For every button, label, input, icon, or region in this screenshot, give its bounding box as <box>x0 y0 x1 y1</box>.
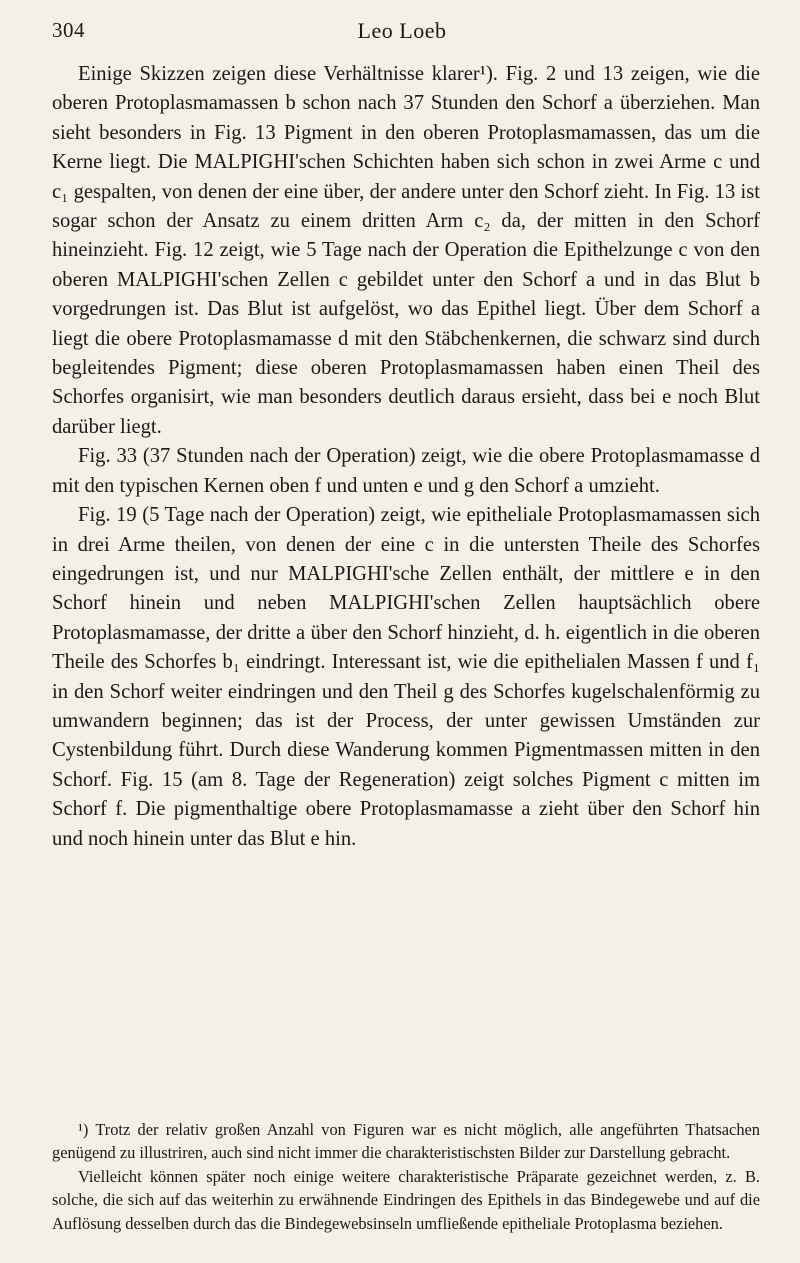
page-header <box>52 18 752 48</box>
footnote: ¹) Trotz der relativ großen Anzahl von Figuren war es nicht möglich, alle angeführten Thatsachen genügend zu illustriren, auch sind nicht immer die charakteristischsten Bilder zur Darstellung gebracht. <box>52 1120 760 1163</box>
body-text <box>52 60 760 854</box>
footnote: Vielleicht können später noch einige weitere charakteristische Präparate gezeichnet werden, z. B. solche, die sich auf das weiterhin zu erwähnende Eindringen des Epithels in das Bindegewebe und auf die Auflösung desselben durch das die Bindegewebsinseln umfließende epitheliale Protoplasma beziehen. <box>52 1166 760 1233</box>
running-title: Leo Loeb <box>357 18 447 43</box>
page-number: 304 <box>52 18 85 42</box>
footnotes <box>52 1118 760 1235</box>
paragraph: Fig. 19 (5 Tage nach der Operation) zeigt, wie epitheliale Protoplasmamassen sich in drei Arme theilen, von denen der eine c in die untersten Theile des Schorfes eingedrungen ist, und nur MALPIGHI'sche Zellen enthält, der mittlere e in den Schorf hinein und neben MALPIGHI'schen Zellen hauptsächlich obere Protoplasmamasse, der dritte a über den Schorf hinzieht, d. h. eigentlich in die oberen Theile des Schorfes b₁ eindringt. Interessant ist, wie die epithelialen Massen f und f₁ in den Schorf weiter eindringen und den Theil g des Schorfes kugelschalenförmig zu umwandern beginnen; das ist der Process, der unter gewissen Umständen zur Cystenbildung führt. Durch diese Wanderung kommen Pigmentmassen mitten in den Schorf. Fig. 15 (am 8. Tage der Regeneration) zeigt solches Pigment c mitten im Schorf f. Die pigmenthaltige obere Protoplasmamasse a zieht über den Schorf hin und noch hinein unter das Blut e hin. <box>52 504 760 850</box>
paragraph: Fig. 33 (37 Stunden nach der Operation) zeigt, wie die obere Protoplasmamasse d mit den typischen Kernen oben f und unten e und g den Schorf a umzieht. <box>52 445 760 497</box>
paragraph: Einige Skizzen zeigen diese Verhältnisse klarer¹). Fig. 2 und 13 zeigen, wie die oberen Protoplasmamassen b schon nach 37 Stunden den Schorf a überziehen. Man sieht besonders in Fig. 13 Pigment in den oberen Protoplasmamassen, das um die Kerne liegt. Die MALPIGHI'schen Schichten haben sich schon in zwei Arme c und c₁ gespalten, von denen der eine über, der andere unter den Schorf zieht. In Fig. 13 ist sogar schon der Ansatz zu einem dritten Arm c₂ da, der mitten in den Schorf hineinzieht. Fig. 12 zeigt, wie 5 Tage nach der Operation die Epithelzunge c von den oberen MALPIGHI'schen Zellen c gebildet unter den Schorf a und in das Blut b vorgedrungen ist. Das Blut ist aufgelöst, wo das Epithel liegt. Über dem Schorf a liegt die obere Protoplasmamasse d mit den Stäbchenkernen, die schwarz sind durch begleitendes Pigment; diese oberen Protoplasmamassen haben einen Theil des Schorfes organisirt, wie man besonders deutlich daraus ersieht, dass bei e noch Blut darüber liegt. <box>52 63 760 438</box>
